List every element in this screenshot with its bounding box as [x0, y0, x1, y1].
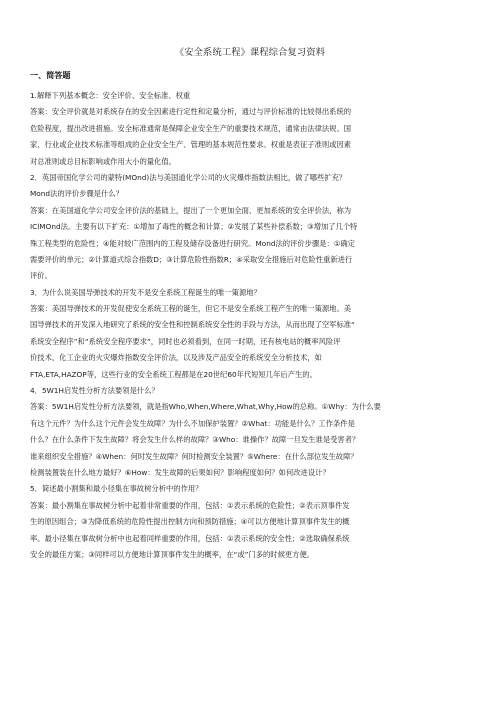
text-line: 什么？在什么条件下发生故障？将会发生什么样的故障？③Who：谁操作？故障一旦发生谁是受害者？ [30, 435, 360, 445]
text-line: 率。最小径集在事故树分析中也起着同样重要的作用，包括：①表示系统的安全性；②选取确保系统 [30, 533, 350, 543]
text-line: 家、行业或企业技术标准等组成的企业安全生产、管理的基本规范性要求。权重是表征子准则或因素 [30, 140, 352, 150]
section-heading: 一、简答题 [30, 70, 71, 80]
text-line: 对总准则或总目标影响或作用大小的量化值。 [30, 156, 176, 166]
document-title: 《安全系统工程》课程综合复习资料 [174, 47, 326, 58]
text-line: Mond法的评价步骤是什么？ [30, 189, 123, 199]
document-body [30, 88, 468, 563]
text-line: 殊工程类型的危险性；④能对较广范围内的工程及储存设备进行研究。Mond法的评价步骤是：①确定 [30, 238, 355, 248]
text-line: 4．5W1H启发性分析方法要领是什么？ [30, 386, 159, 396]
text-line: 答案：美国导弹技术的开发促使安全系统工程的诞生，但它不是安全系统工程产生的唯一策源地。美 [30, 304, 352, 314]
text-line: 答案：最小割集在事故树分析中起着非常重要的作用，包括：①表示系统的危险性；②表示顶事件发 [30, 500, 350, 510]
text-line: 评价。 [30, 271, 52, 281]
text-line: FTA,ETA,HAZOP等，这些行业的安全系统工程都是在20世纪60年代短短几年后产生的。 [30, 369, 317, 379]
text-line: 安全的最佳方案；③同样可以方便地计算顶事件发生的概率，在“或”门多的时候更方便。 [30, 549, 315, 559]
text-line: 系统安全程序”和“系统安全程序要求”，同时也必须看到，在同一时期，还有核电站的概率风险评 [30, 336, 341, 346]
text-line: 危险程度，提出改进措施。安全标准通常是保障企业安全生产的重要技术规范，通常由法律法规、国 [30, 123, 352, 133]
text-line: 2．英国帝国化学公司的蒙特(MOnd)法与美国道化学公司的火灾爆炸指数法相比，做了哪些扩充？ [30, 172, 347, 182]
text-line: IClMOnd法。主要有以下扩充：①增加了毒性的概念和计算；②发展了某些补偿系数；③增加了几个特 [30, 222, 358, 232]
text-line: 需要评价的单元；②计算道式综合指数D；③计算危险性指数R；④采取安全措施后对危险性重新进行 [30, 254, 353, 264]
text-line: 3．为什么说美国导弹技术的开发不是安全系统工程诞生的唯一策源地？ [30, 287, 261, 297]
text-line: 检测装置装在什么地方最好？⑥How：发生故障的后果如何？影响程度如何？如何改进设计？ [30, 467, 330, 477]
text-line: 答案：在美国道化学公司安全评价法的基础上，提出了一个更加全面、更加系统的安全评价法，称为 [30, 205, 352, 215]
text-line: 谁来组织安全措施？④When：何时发生故障？何时检测安全装置？⑤Where：在什么部位发生故障？ [30, 451, 358, 461]
text-line: 价技术，化工企业的火灾爆炸指数安全评价法，以及涉及产品安全的系统安全分析技术，如 [30, 353, 322, 363]
text-line: 答案：5W1H启发性分析方法要领，就是指Who,When,Where,What,Why,How的总称。①Why：为什么要 [30, 402, 381, 412]
text-line: 生的原因组合；③为降低系统的危险性提出控制方向和预防措施；④可以方便地计算顶事件发生的概 [30, 517, 350, 527]
text-line: 5．简述最小割集和最小径集在事故树分析中的作用？ [30, 484, 203, 494]
text-line: 1.解释下列基本概念：安全评价、安全标准、权重 [30, 91, 191, 100]
text-line: 国导弹技术的开发深入地研究了系统的安全性和控制系统安全性的手段与方法，从而出现了空军标准“ [30, 320, 355, 330]
text-line: 答案：安全评价就是对系统存在的安全因素进行定性和定量分析，通过与评价标准的比较得出系统的 [30, 107, 352, 117]
text-line: 有这个元件？为什么这个元件会发生故障？为什么不加保护装置？②What：功能是什么？工作条件是 [30, 418, 355, 428]
